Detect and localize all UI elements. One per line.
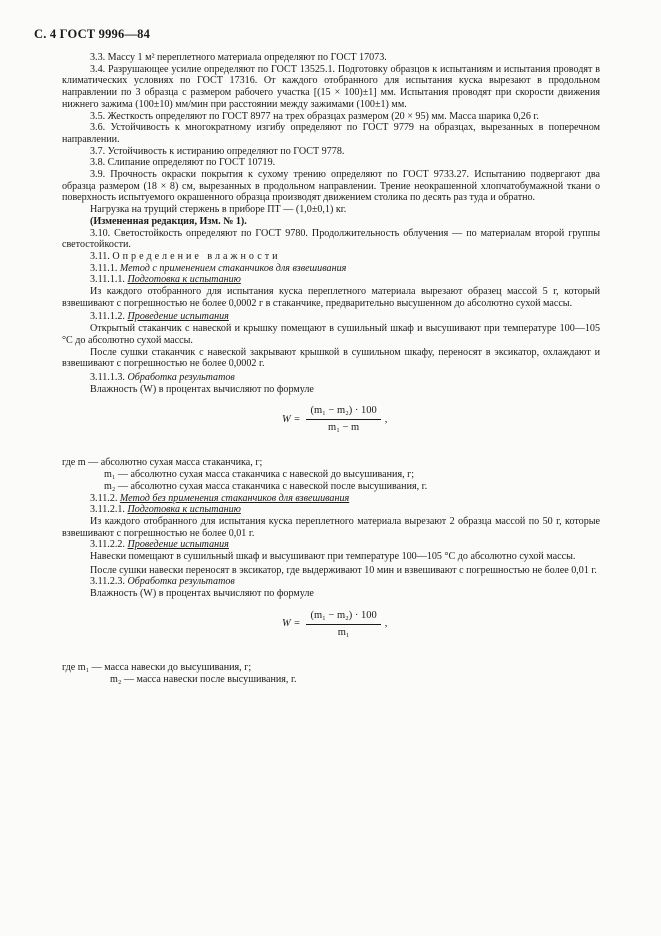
section-number: 3.11.: [90, 250, 110, 262]
section-title: Проведение испытания: [127, 311, 229, 323]
para-3-11-1-2-text2: После сушки стаканчик с навеской закрывают крышкой в сушильном шкафу, переносят в эксикатор, охлаждают и взвешивают с погрешностью не более 0,0002 г.: [62, 346, 600, 370]
section-3-11-2-1-heading: [62, 504, 600, 516]
para-3-9: 3.9. Прочность окраски покрытия к сухому трению определяют по ГОСТ 9733.27. Испытанию подвергают два образца размером (18 × 8) см, вырезанных в продольном направлении. Трение неокрашенной хлопчатобумажной ткани о поверхность испытуемого окрашенного образца производят движением столика по десять раз туда и обратно.: [62, 169, 600, 204]
section-3-11-2-2-heading: [62, 539, 600, 551]
section-title: Метод с применением стаканчиков для взвешивания: [119, 262, 347, 274]
definition-m2: m₂ — абсолютно сухая масса стаканчика с навеской после высушивания, г.: [104, 480, 428, 492]
section-title: Проведение испытания: [127, 539, 229, 551]
definition-m2: m₂ — масса навески после высушивания, г.: [110, 673, 297, 685]
section-number: 3.11.1.: [90, 262, 118, 274]
para-3-3: 3.3. Массу 1 м² переплетного материала определяют по ГОСТ 17073.: [90, 52, 387, 63]
amendment-note: (Измененная редакция, Изм. № 1).: [90, 215, 247, 227]
section-number: 3.11.1.3.: [90, 371, 125, 383]
section-number: 3.11.1.1.: [90, 274, 125, 286]
section-3-11-1-heading: [62, 263, 600, 275]
section-3-11-heading: [62, 251, 600, 263]
formula-tail: ,: [384, 618, 388, 630]
moisture-formula-2: [62, 608, 600, 648]
formula-denominator: m₁ − m: [328, 422, 360, 434]
formula-denominator: m₁: [337, 626, 350, 638]
formula-lhs: W =: [282, 413, 301, 425]
section-title: Подготовка к испытанию: [127, 504, 241, 516]
section-title: Определение влажности: [112, 250, 281, 262]
section-title: Метод без применения стаканчиков для взвешивания: [119, 492, 350, 504]
section-number: 3.11.1.2.: [90, 311, 125, 323]
para-3-11-2-1-text: Из каждого отобранного для испытания куска переплетного материала вырезают 2 образца массой по 50 г, которые взвешивают с погрешностью не более 0,01 г.: [62, 515, 600, 539]
formula-fraction: [306, 405, 380, 433]
document-body: [62, 52, 600, 685]
formula-numerator: (m₁ − m₂) · 100: [306, 405, 380, 420]
para-3-11-2-2-text1: Навески помещают в сушильный шкаф и высушивают при температуре 100—105 °С до абсолютно сухой массы.: [90, 551, 576, 563]
para-load: Нагрузка на трущий стержень в приборе ПТ — (1,0±0,1) кг.: [90, 204, 347, 216]
para-3-11-1-2-text1: Открытый стаканчик с навеской и крышку помещают в сушильный шкаф и высушивают при температуре 100—105 °С до абсолютно сухой массы.: [62, 323, 600, 346]
formula-fraction: [306, 610, 380, 638]
moisture-formula-intro: Влажность (W) в процентах вычисляют по формуле: [90, 383, 314, 395]
section-number: 3.11.2.: [90, 492, 118, 504]
section-number: 3.11.2.3.: [90, 576, 125, 588]
section-title: Обработка результатов: [127, 371, 235, 383]
formula-lhs: W =: [282, 618, 301, 630]
definition-m: где m — абсолютно сухая масса стаканчика, г;: [62, 457, 263, 469]
moisture-formula-1: [62, 403, 600, 443]
para-3-10: 3.10. Светостойкость определяют по ГОСТ 9780. Продолжительность облучения — по материалам второй группы светостойкости.: [62, 227, 600, 251]
section-3-11-2-3-heading: [62, 576, 600, 588]
section-title: Обработка результатов: [127, 576, 235, 588]
para-3-5: 3.5. Жесткость определяют по ГОСТ 8977 на трех образцах размером (20 × 95) мм. Масса шарика 0,26 г.: [90, 110, 539, 122]
formula-numerator: (m₁ − m₂) · 100: [306, 610, 380, 625]
section-title: Подготовка к испытанию: [127, 274, 241, 286]
definition-m1: m₁ — абсолютно сухая масса стаканчика с навеской до высушивания, г;: [104, 469, 415, 481]
formula-tail: ,: [384, 413, 388, 425]
para-3-11-1-1-text: Из каждого отобранного для испытания куска переплетного материала вырезают образец массой 5 г, который взвешивают с погрешностью не более 0,0002 г в стаканчике, предварительно высушенном до абсолютно сухой массы.: [62, 286, 600, 309]
para-3-11-2-2-text2: После сушки навески переносят в эксикатор, где выдерживают 10 мин и взвешивают с погрешностью не более 0,01 г.: [90, 564, 597, 576]
section-3-11-2-heading: [62, 493, 600, 505]
section-3-11-1-3-heading: [62, 372, 600, 384]
moisture-formula-intro-2: Влажность (W) в процентах вычисляют по формуле: [90, 588, 314, 600]
page-header: С. 4 ГОСТ 9996—84: [34, 27, 151, 41]
definition-m1: где m₁ — масса навески до высушивания, г;: [62, 661, 252, 673]
section-3-11-1-2-heading: [62, 311, 600, 323]
formula-2-definitions: [62, 662, 600, 685]
para-3-6: 3.6. Устойчивость к многократному изгибу определяют по ГОСТ 9779 на образцах, вырезанных в поперечном направлении.: [62, 122, 600, 145]
para-3-8: 3.8. Слипание определяют по ГОСТ 10719.: [90, 157, 276, 169]
para-3-7: 3.7. Устойчивость к истиранию определяют по ГОСТ 9778.: [90, 145, 345, 157]
section-3-11-1-1-heading: [62, 274, 600, 286]
section-number: 3.11.2.1.: [90, 504, 125, 516]
section-number: 3.11.2.2.: [90, 539, 125, 551]
formula-1-definitions: [62, 457, 600, 492]
para-3-4: 3.4. Разрушающее усилие определяют по ГОСТ 13525.1. Подготовку образцов к испытаниям и испытания проводят в климатических условиях по ГОСТ 17316. От каждого отобранного для испытания куска вырезают в продольном направлении по 3 образца с размером рабочего участка [(15 × 100)±1] мм. Испытания проводят при скорости движения нижнего зажима (100±10) мм/мин при расстоянии между зажимами (100±1) мм.: [62, 63, 600, 110]
